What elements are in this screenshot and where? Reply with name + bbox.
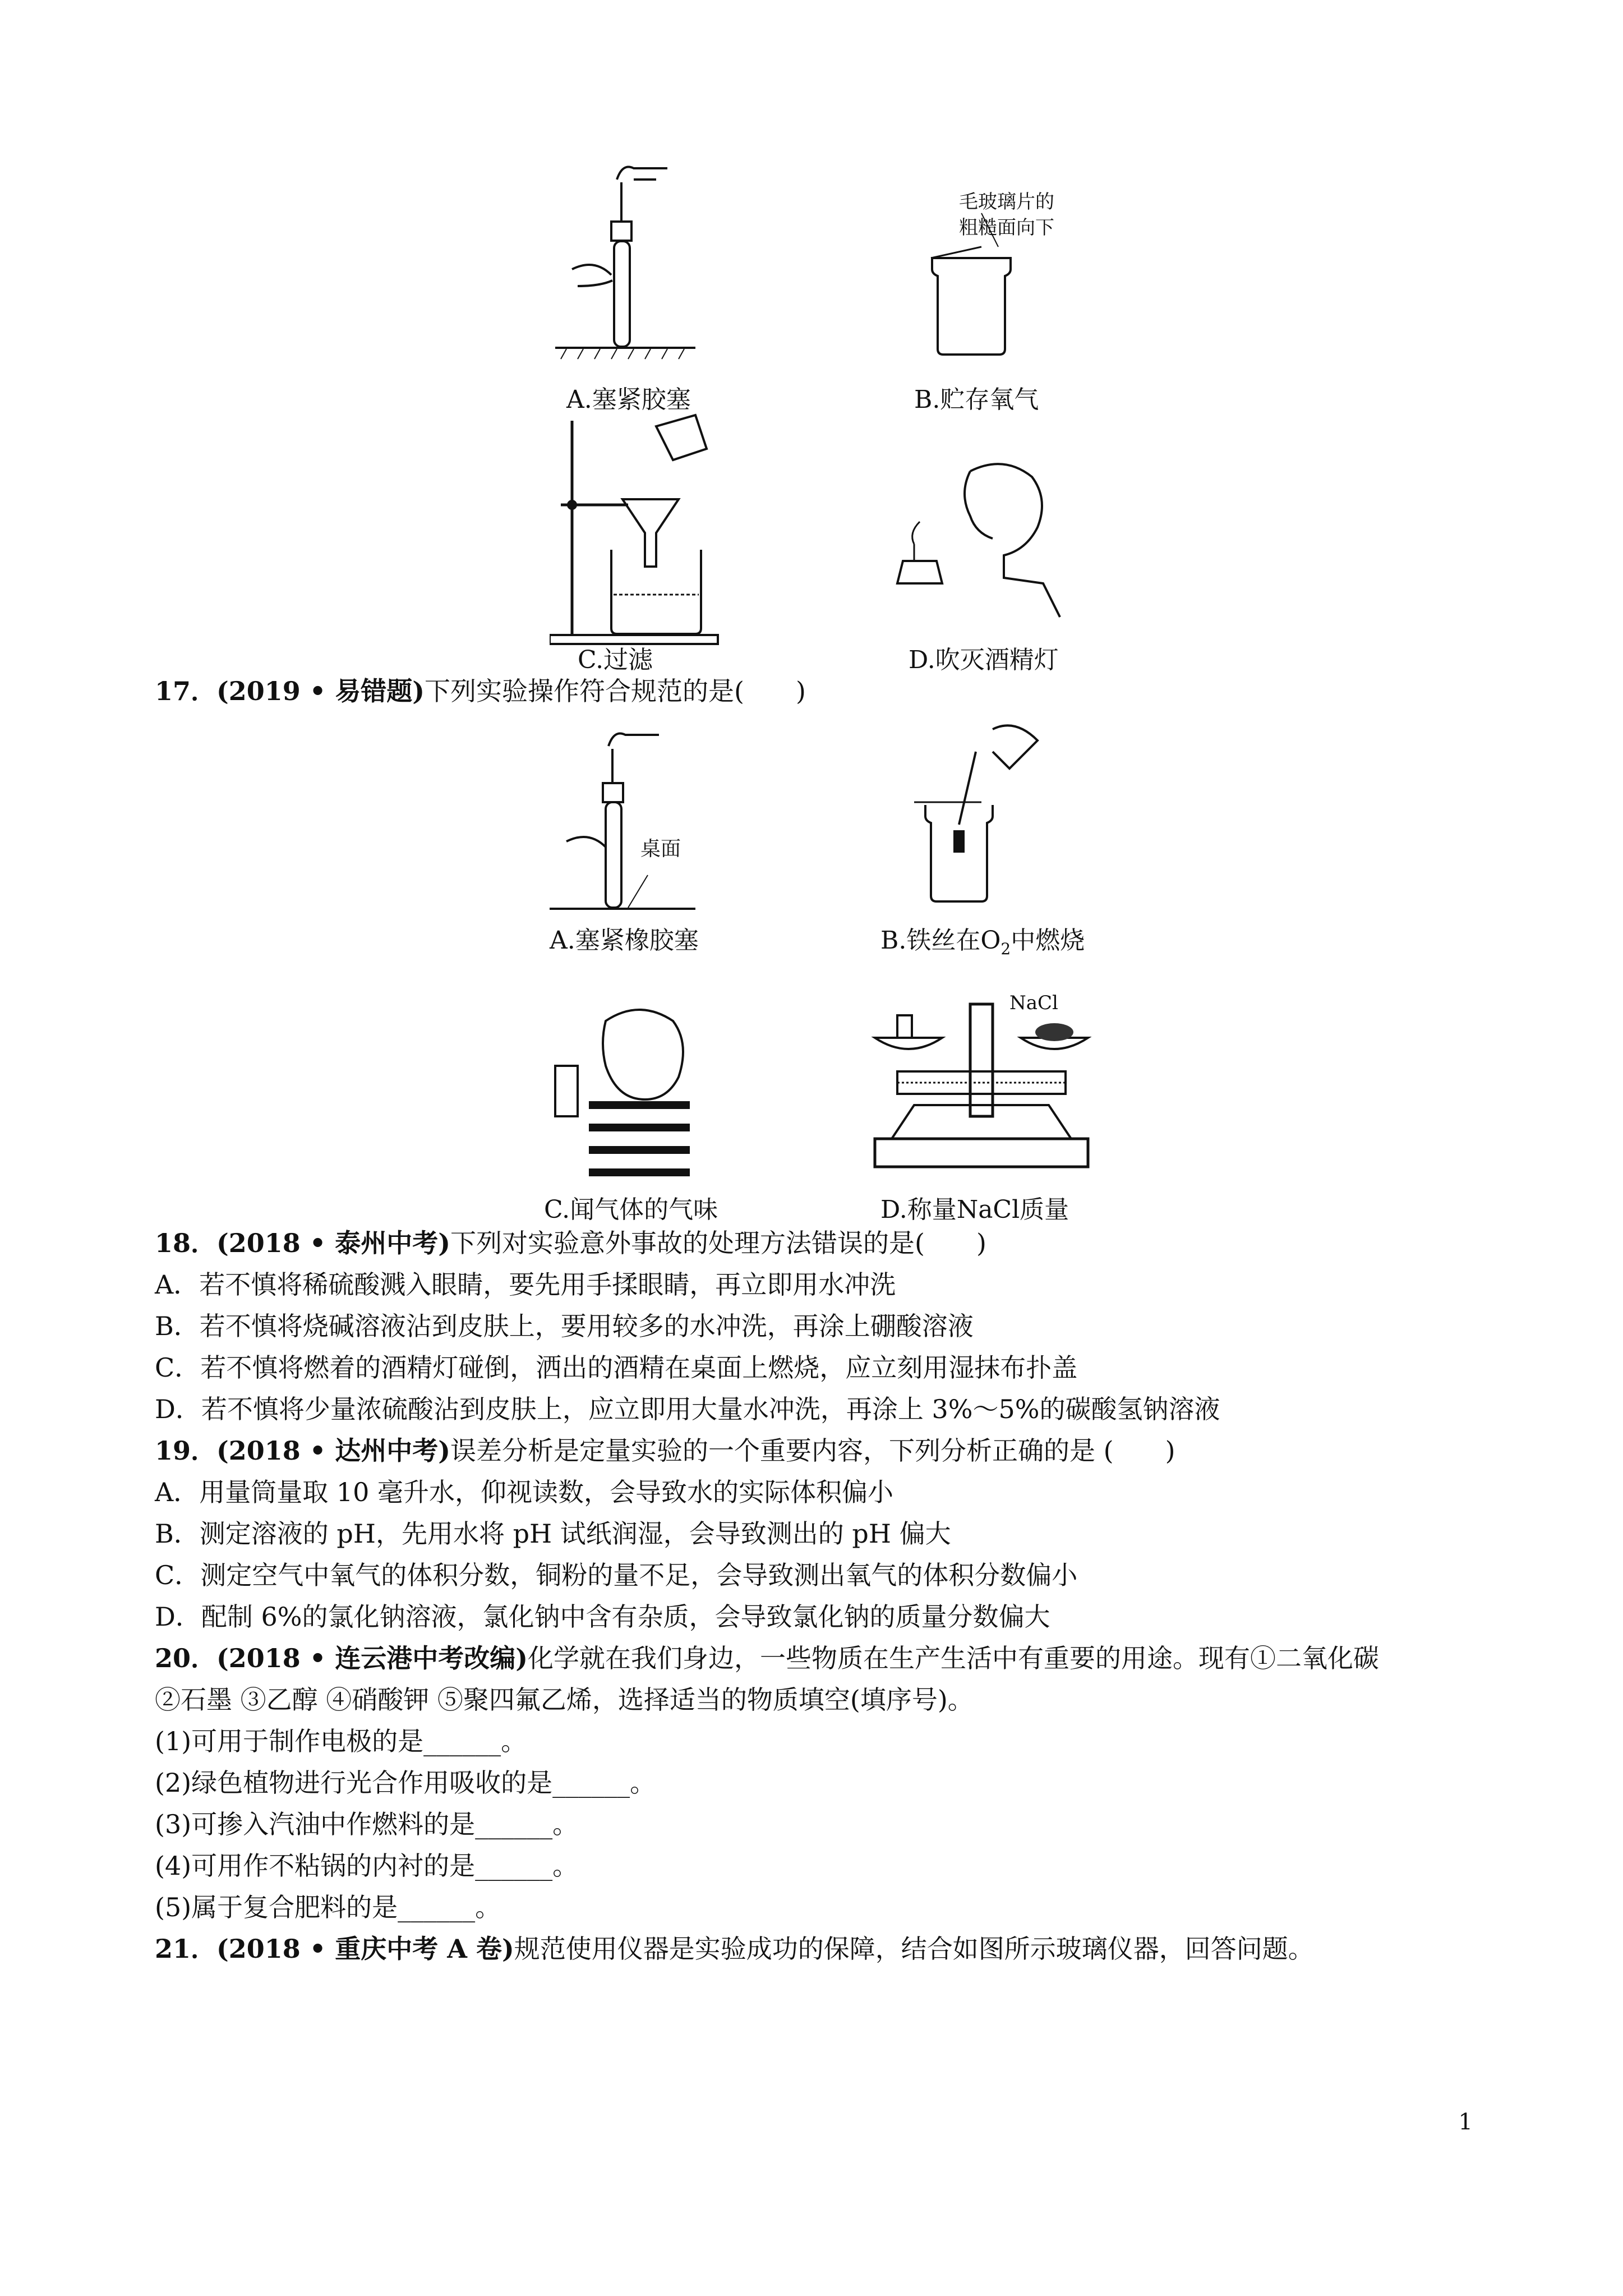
q19-source: (2018 • 达州中考) [216, 1435, 451, 1466]
q18-stem [155, 1227, 986, 1259]
q19-stem [155, 1435, 1175, 1466]
q20-stem-text: 化学就在我们身边，一些物质在生产生活中有重要的用途。现有①二氧化碳 [528, 1643, 1380, 1673]
q19-option-d: D．配制 6%的氯化钠溶液，氯化钠中含有杂质，会导致氯化钠的质量分数偏大 [155, 1602, 1050, 1632]
q20-item-3: (3)可掺入汽油中作燃料的是______。 [155, 1809, 579, 1839]
page-number: 1 [1458, 2109, 1473, 2135]
q17-number: 17． [155, 676, 217, 706]
q17-source: (2019 • 易错题) [216, 676, 425, 706]
q21-source: (2018 • 重庆中考 A 卷) [216, 1934, 514, 1964]
note-16b-line2: 粗糙面向下 [959, 217, 1054, 239]
caption-16c: C.过滤 [578, 646, 653, 674]
q20-stem-line2: ②石墨 ③乙醇 ④硝酸钾 ⑤聚四氟乙烯，选择适当的物质填空(填序号)。 [155, 1685, 974, 1715]
q20-item-1: (1)可用于制作电极的是______。 [155, 1726, 527, 1756]
figure-17a-stopper [550, 729, 718, 914]
q18-stem-text: 下列对实验意外事故的处理方法错误的是( ) [450, 1228, 986, 1258]
q18-option-a: A．若不慎将稀硫酸溅入眼睛，要先用手揉眼睛，再立即用水冲洗 [155, 1269, 896, 1300]
label-17d-nacl: NaCl [1009, 992, 1058, 1014]
figure-d-blow-lamp [880, 460, 1082, 628]
q20-item-5: (5)属于复合肥料的是______。 [155, 1892, 501, 1922]
q19-option-b: B．测定溶液的 pH，先用水将 pH 试纸润湿，会导致测出的 pH 偏大 [155, 1519, 951, 1549]
q20-stem [155, 1642, 1379, 1674]
q18-source: (2018 • 泰州中考) [216, 1228, 451, 1258]
caption-17a: A.塞紧橡胶塞 [550, 926, 699, 955]
caption-17b-post: 中燃烧 [1011, 926, 1085, 955]
figure-a-stopper [555, 157, 701, 365]
q20-source: (2018 • 连云港中考改编) [216, 1643, 528, 1673]
q21-stem-text: 规范使用仪器是实验成功的保障，结合如图所示玻璃仪器，回答问题。 [514, 1934, 1314, 1964]
label-17a-desk: 桌面 [640, 838, 681, 861]
caption-16d: D.吹灭酒精灯 [909, 646, 1059, 674]
caption-17d: D.称量NaCl质量 [880, 1195, 1069, 1224]
caption-16a: A.塞紧胶塞 [566, 385, 691, 414]
caption-16b: B.贮存氧气 [914, 385, 1039, 414]
q17-stem-text: 下列实验操作符合规范的是( ) [425, 676, 806, 706]
caption-17c: C.闻气体的气味 [544, 1195, 718, 1224]
caption-17b-pre: B.铁丝在O [880, 926, 1001, 955]
q18-option-b: B．若不慎将烧碱溶液沾到皮肤上，要用较多的水冲洗，再涂上硼酸溶液 [155, 1311, 974, 1341]
q20-item-4: (4)可用作不粘锅的内衬的是______。 [155, 1851, 579, 1881]
figure-17c-smell-gas [544, 999, 712, 1184]
figure-c-filtration [550, 404, 729, 651]
figure-17d-balance [864, 993, 1099, 1178]
q21-stem [155, 1933, 1314, 1964]
caption-17b [880, 920, 1085, 958]
q21-number: 21． [155, 1934, 217, 1964]
q18-option-c: C．若不慎将燃着的酒精灯碰倒，洒出的酒精在桌面上燃烧，应立刻用湿抹布扑盖 [155, 1352, 1078, 1383]
q19-number: 19． [155, 1435, 217, 1466]
q19-option-c: C．测定空气中氧气的体积分数，铜粉的量不足，会导致测出氧气的体积分数偏小 [155, 1560, 1078, 1590]
q20-item-2: (2)绿色植物进行光合作用吸收的是______。 [155, 1768, 656, 1798]
note-16b-line1: 毛玻璃片的 [959, 191, 1054, 213]
q19-stem-text: 误差分析是定量实验的一个重要内容，下列分析正确的是 ( ) [450, 1435, 1175, 1466]
q20-number: 20． [155, 1643, 217, 1673]
figure-17b-iron-wire [909, 718, 1054, 909]
q17-stem [155, 675, 806, 707]
q18-option-d: D．若不慎将少量浓硫酸沾到皮肤上，应立即用大量水冲洗，再涂上 3%～5%的碳酸氢钠溶液 [155, 1394, 1220, 1424]
q19-option-a: A．用量筒量取 10 毫升水，仰视读数，会导致水的实际体积偏小 [155, 1477, 893, 1507]
caption-17b-sub: 2 [1000, 939, 1011, 958]
q18-number: 18． [155, 1228, 217, 1258]
